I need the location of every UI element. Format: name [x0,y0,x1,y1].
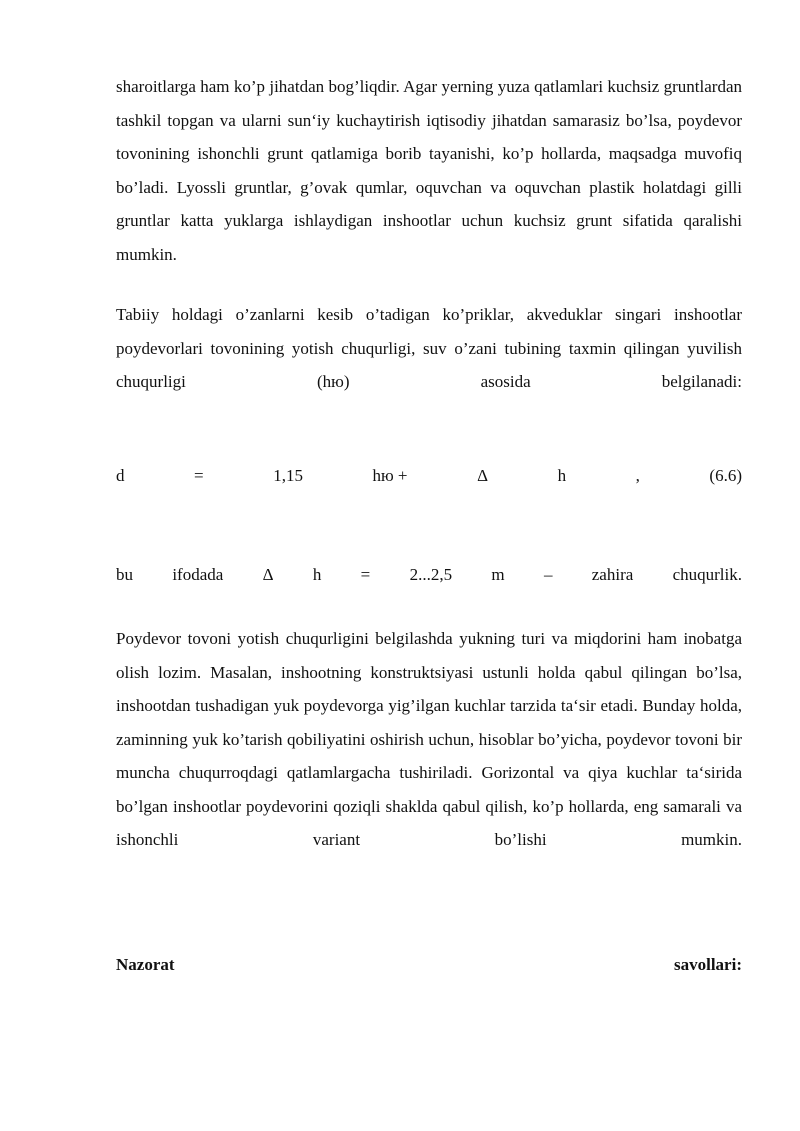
formula-token: = [194,466,204,485]
explanation-token: bu [116,565,133,584]
explanation-token: h [312,565,322,584]
formula-token: 1,15 [273,466,303,485]
paragraph-3: Poydevor tovoni yotish chuqurligini belgilashda yukning turi va miqdorini ham inobatga olish lozim. Masalan, inshootning konstruktsiyasi ustunli holda qabul qilingan bo’lsa, inshootdan tushadigan yuk poydevorga yig’ilgan kuchlar tarzida ta‘sir etadi. Bunday holda, zaminning yuk ko’tarish qobiliyatini oshirish uchun, hisoblar bo’yicha, poydevor tovoni bir muncha chuqurroqdagi qatlamlargacha tushiriladi. Gorizontal va qiya kuchlar ta‘sirida bo’lgan inshootlar poydevorini qoziqli shaklda qabul qilish, ko’p hollarda, eng samarali va ishonchli variant bo’lishi mumkin. [116,629,742,849]
explanation-token: chuqurlik. [672,565,742,584]
heading-word: Nazorat [116,955,175,974]
formula-token: h [557,466,567,485]
formula-token: hю + [372,466,408,485]
formula-explanation [116,558,742,592]
formula-token: , [635,466,640,485]
explanation-token: m [491,565,505,584]
formula-number: (6.6) [709,466,742,485]
formula-6-6 [116,459,742,493]
paragraph-1: sharoitlarga ham ko’p jihatdan bog’liqdir. Agar yerning yuza qatlamlari kuchsiz gruntlardan tashkil topgan va ularni sun‘iy kuchaytirish iqtisodiy jihatdan samarasiz bo’lsa, poydevor tovonining ishonchli grunt qatlamiga borib tayanishi, ko’p hollarda, maqsadga muvofiq bo’ladi. Lyossli gruntlar, g’ovak qumlar, oquvchan va oquvchan plastik holatdagi gilli gruntlar katta yuklarga ishlaydigan inshootlar uchun kuchsiz grunt sifatida qaralishi mumkin. [116,77,742,264]
formula-token: Δ [477,466,489,485]
section-heading [116,948,742,982]
heading-word: savollari: [674,955,742,974]
explanation-token: = [360,565,371,584]
paragraph-2: Tabiiy holdagi o’zanlarni kesib o’tadigan ko’priklar, akveduklar singari inshootlar poydevorlari tovonining yotish chuqurligi, suv o’zani tubining taxmin qilingan yuvilish chuqurligi (hю) asosida belgilanadi: [116,305,742,391]
explanation-token: Δ [262,565,274,584]
explanation-token: – [543,565,553,584]
explanation-token: ifodada [172,565,224,584]
explanation-token: 2...2,5 [409,565,453,584]
explanation-token: zahira [591,565,634,584]
formula-token: d [116,466,125,485]
